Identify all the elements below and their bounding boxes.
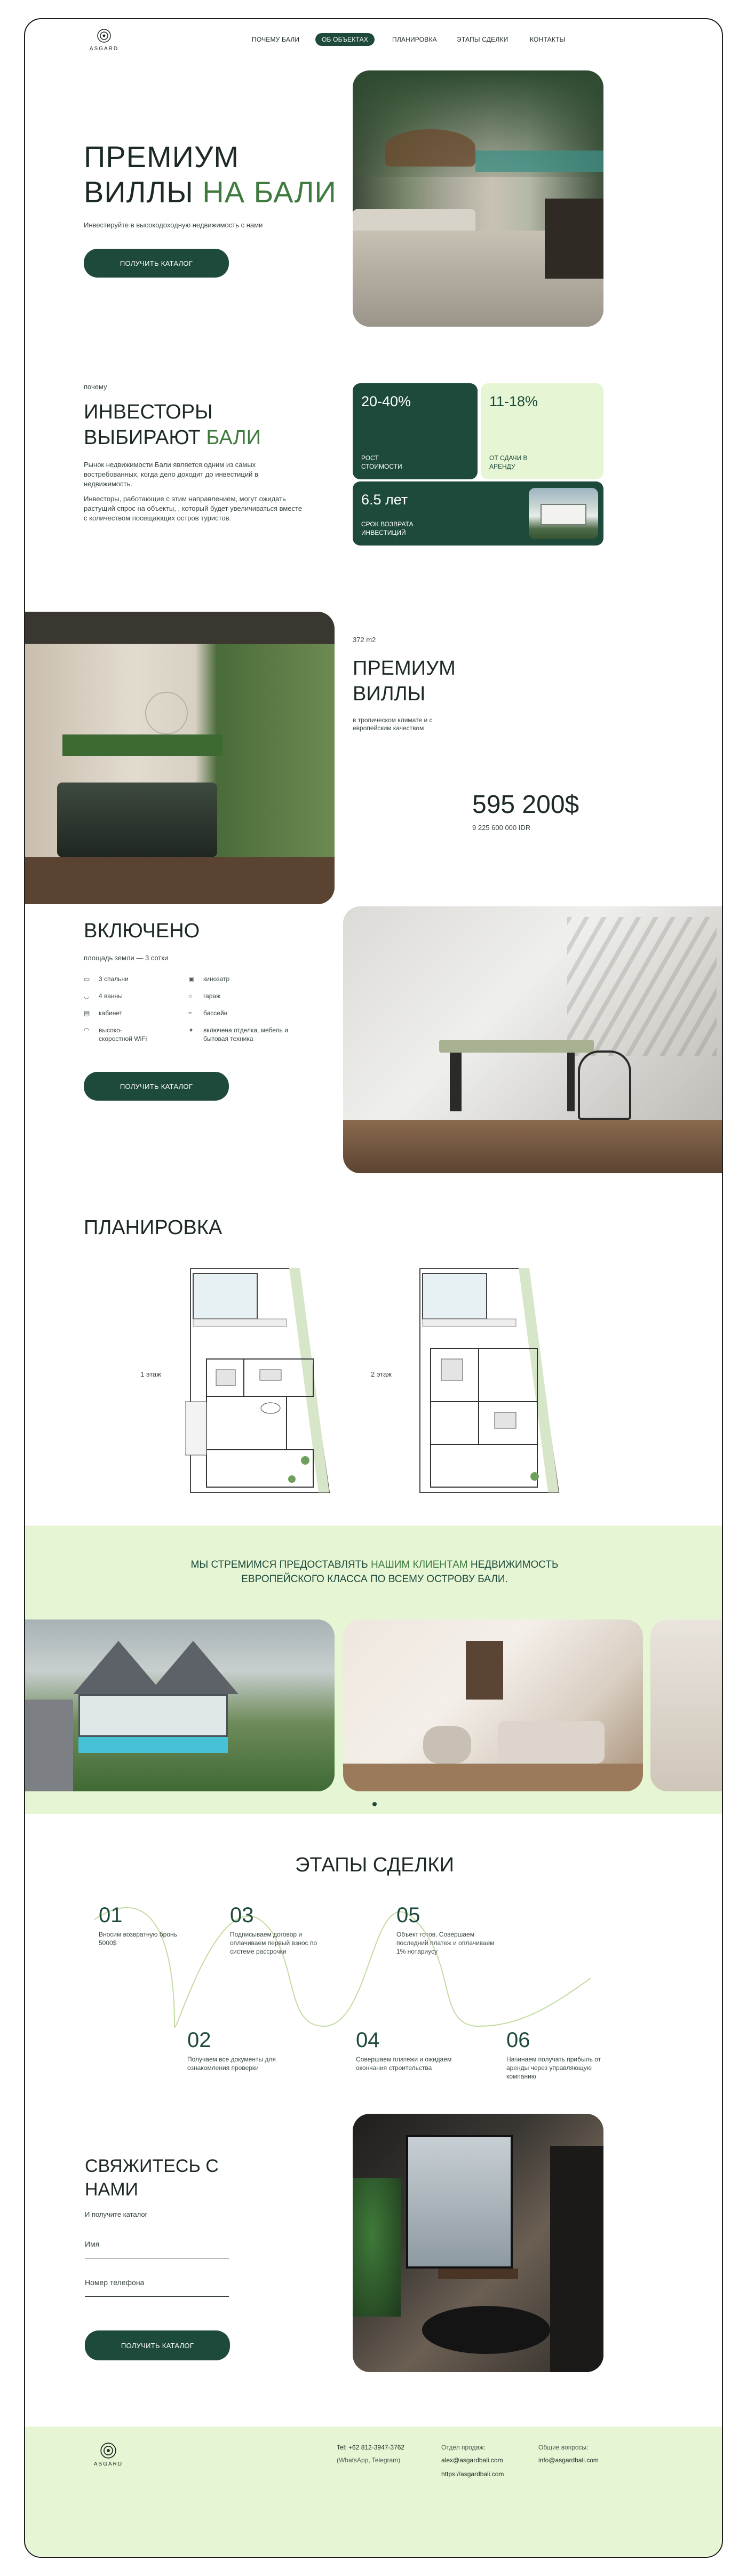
interior-desk-image	[343, 906, 723, 1173]
villa-thumb-image	[529, 488, 598, 539]
feature-bedrooms: ▭ 3 спальни	[84, 975, 129, 983]
stage-04-number: 04	[356, 2028, 380, 2052]
office-icon: ▤	[84, 1009, 90, 1017]
name-field[interactable]: Имя	[85, 2240, 229, 2258]
contact-catalog-button[interactable]: ПОЛУЧИТЬ КАТАЛОГ	[85, 2330, 230, 2360]
footer-logo-mark-icon	[100, 2443, 116, 2459]
footer-messengers: (WhatsApp, Telegram)	[337, 2456, 401, 2464]
logo-mark-icon	[97, 29, 111, 43]
plan-floor2-label: 2 этаж	[371, 1370, 392, 1378]
logo-text: ASGARD	[89, 46, 119, 52]
stages-title: ЭТАПЫ СДЕЛКИ	[295, 1854, 454, 1876]
stage-01-number: 01	[99, 1903, 123, 1927]
villa-price-idr: 9 225 600 000 IDR	[472, 824, 531, 832]
feature-pool: ≈ бассейн	[188, 1009, 228, 1017]
villa-kitchen-image	[25, 612, 335, 904]
hero-catalog-button[interactable]: ПОЛУЧИТЬ КАТАЛОГ	[84, 249, 229, 278]
hero-subtitle: Инвестируйте в высокодоходную недвижимость с нами	[84, 221, 263, 229]
investors-para-1: Рынок недвижимости Бали является одним из самых востребованных, когда дело доходит до инвестиций в недвижимость.	[84, 461, 258, 488]
stage-06-text: Начинаем получать прибыль от аренды через управляющую компанию	[506, 2056, 601, 2080]
included-catalog-button[interactable]: ПОЛУЧИТЬ КАТАЛОГ	[84, 1072, 229, 1101]
stage-03-number: 03	[230, 1903, 254, 1927]
stat-card-rent: 11-18% ОТ СДАЧИ В АРЕНДУ	[481, 383, 603, 479]
gallery-slide-villas-image	[25, 1619, 335, 1791]
plan-title: ПЛАНИРОВКА	[84, 1216, 222, 1239]
footer-sales-label: Отдел продаж:	[441, 2444, 486, 2451]
investors-title: ИНВЕСТОРЫ ВЫБИРАЮТ БАЛИ	[84, 401, 261, 449]
stat-card-payback: 6.5 лет СРОК ВОЗВРАТА ИНВЕСТИЦИЙ	[353, 481, 603, 546]
logo[interactable]	[83, 29, 125, 52]
stat-card-growth: 20-40% РОСТ СТОИМОСТИ	[353, 383, 478, 479]
stage-05-text: Объект готов. Совершаем последний платеж и оплачиваем 1% нотариусу	[396, 1931, 495, 1955]
nav-item-stages[interactable]: ЭТАПЫ СДЕЛКИ	[457, 36, 508, 43]
floor-plan-1	[185, 1268, 335, 1498]
villa-area: 372 m2	[353, 636, 376, 644]
footer-sales-email[interactable]: alex@asgardbali.com	[441, 2456, 503, 2464]
feature-furniture: ✦ включена отделка, мебель и бытовая техника	[188, 1026, 288, 1042]
furniture-icon: ✦	[188, 1026, 194, 1034]
gallery-next-slide-image	[650, 1619, 723, 1791]
stage-06-number: 06	[506, 2028, 530, 2052]
included-title: ВКЛЮЧЕНО	[84, 920, 200, 942]
hero-title: ПРЕМИУМ ВИЛЛЫ НА БАЛИ	[84, 140, 337, 209]
garage-icon: ⌂	[188, 992, 193, 1000]
projector-icon: ▣	[188, 975, 195, 983]
stage-05-number: 05	[396, 1903, 420, 1927]
footer-phone[interactable]: Tel: +62 812-3947-3762	[337, 2444, 405, 2451]
feature-cinema: ▣ кинозатр	[188, 975, 230, 983]
footer-general-label: Общие вопросы:	[538, 2444, 589, 2451]
feature-baths: ◡ 4 ванны	[84, 992, 123, 1000]
investors-kicker: почему	[84, 383, 107, 391]
phone-field[interactable]: Номер телефона	[85, 2278, 229, 2297]
mission-text: МЫ СТРЕМИМСЯ ПРЕДОСТАВЛЯТЬ НАШИМ КЛИЕНТАМ НЕДВИЖИМОСТЬ ЕВРОПЕЙСКОГО КЛАССА ПО ВСЕМУ ОСТРОВУ БАЛИ.	[190, 1559, 559, 1585]
contact-interior-image	[353, 2114, 603, 2372]
stage-02-number: 02	[187, 2028, 211, 2052]
hero-villa-image	[353, 70, 603, 327]
contact-subtitle: И получите каталог	[85, 2210, 148, 2218]
gallery-dot-active[interactable]	[372, 1802, 377, 1806]
investors-para-2: Инвесторы, работающие с этим направлением, могут ожидать растущий спрос на объекты, , который будет увеличиваться вместе с количеством посещающих остров туристов.	[84, 495, 303, 522]
floor-plan-2	[415, 1268, 564, 1498]
feature-garage: ⌂ гараж	[188, 992, 221, 1000]
stage-01-text: Вносим возвратную бронь 5000$	[99, 1931, 177, 1947]
nav-item-why-bali[interactable]: ПОЧЕМУ БАЛИ	[252, 36, 300, 43]
footer-site-link[interactable]: https://asgardbali.com	[441, 2470, 504, 2478]
bed-icon: ▭	[84, 975, 90, 983]
feature-wifi: ◠ высоко-скоростной WiFi	[84, 1026, 147, 1042]
villa-title: ПРЕМИУМ ВИЛЛЫ	[353, 657, 456, 705]
pool-icon: ≈	[188, 1009, 192, 1017]
nav-item-plan[interactable]: ПЛАНИРОВКА	[392, 36, 437, 43]
included-land: площадь земли — 3 сотки	[84, 954, 169, 962]
gallery-slide-bedroom-image	[343, 1619, 643, 1791]
wifi-icon: ◠	[84, 1026, 90, 1034]
footer-logo-text: ASGARD	[93, 2461, 123, 2467]
nav-item-contacts[interactable]: КОНТАКТЫ	[530, 36, 566, 43]
feature-office: ▤ кабинет	[84, 1009, 123, 1017]
nav-item-objects[interactable]: ОБ ОБЪЕКТАХ	[315, 33, 375, 46]
stage-02-text: Получаем все документы для ознакомления проверки	[187, 2056, 276, 2072]
contact-title: СВЯЖИТЕСЬ С НАМИ	[85, 2156, 219, 2200]
page-frame	[24, 18, 723, 2558]
stage-04-text: Совершаем платежи и ожидаем окончания строительства	[356, 2056, 452, 2072]
footer-logo[interactable]	[87, 2443, 130, 2467]
stages-wave-line	[94, 1898, 591, 2037]
villa-desc: в тропическом климате и с европейским качеством	[353, 716, 433, 732]
villa-price: 595 200$	[472, 791, 579, 819]
bath-icon: ◡	[84, 992, 90, 1000]
stage-03-text: Подписываем договор и оплачиваем первый взнос по системе рассрочки	[230, 1931, 317, 1955]
footer-general-email[interactable]: info@asgardbali.com	[538, 2456, 599, 2464]
plan-floor1-label: 1 этаж	[140, 1370, 161, 1378]
